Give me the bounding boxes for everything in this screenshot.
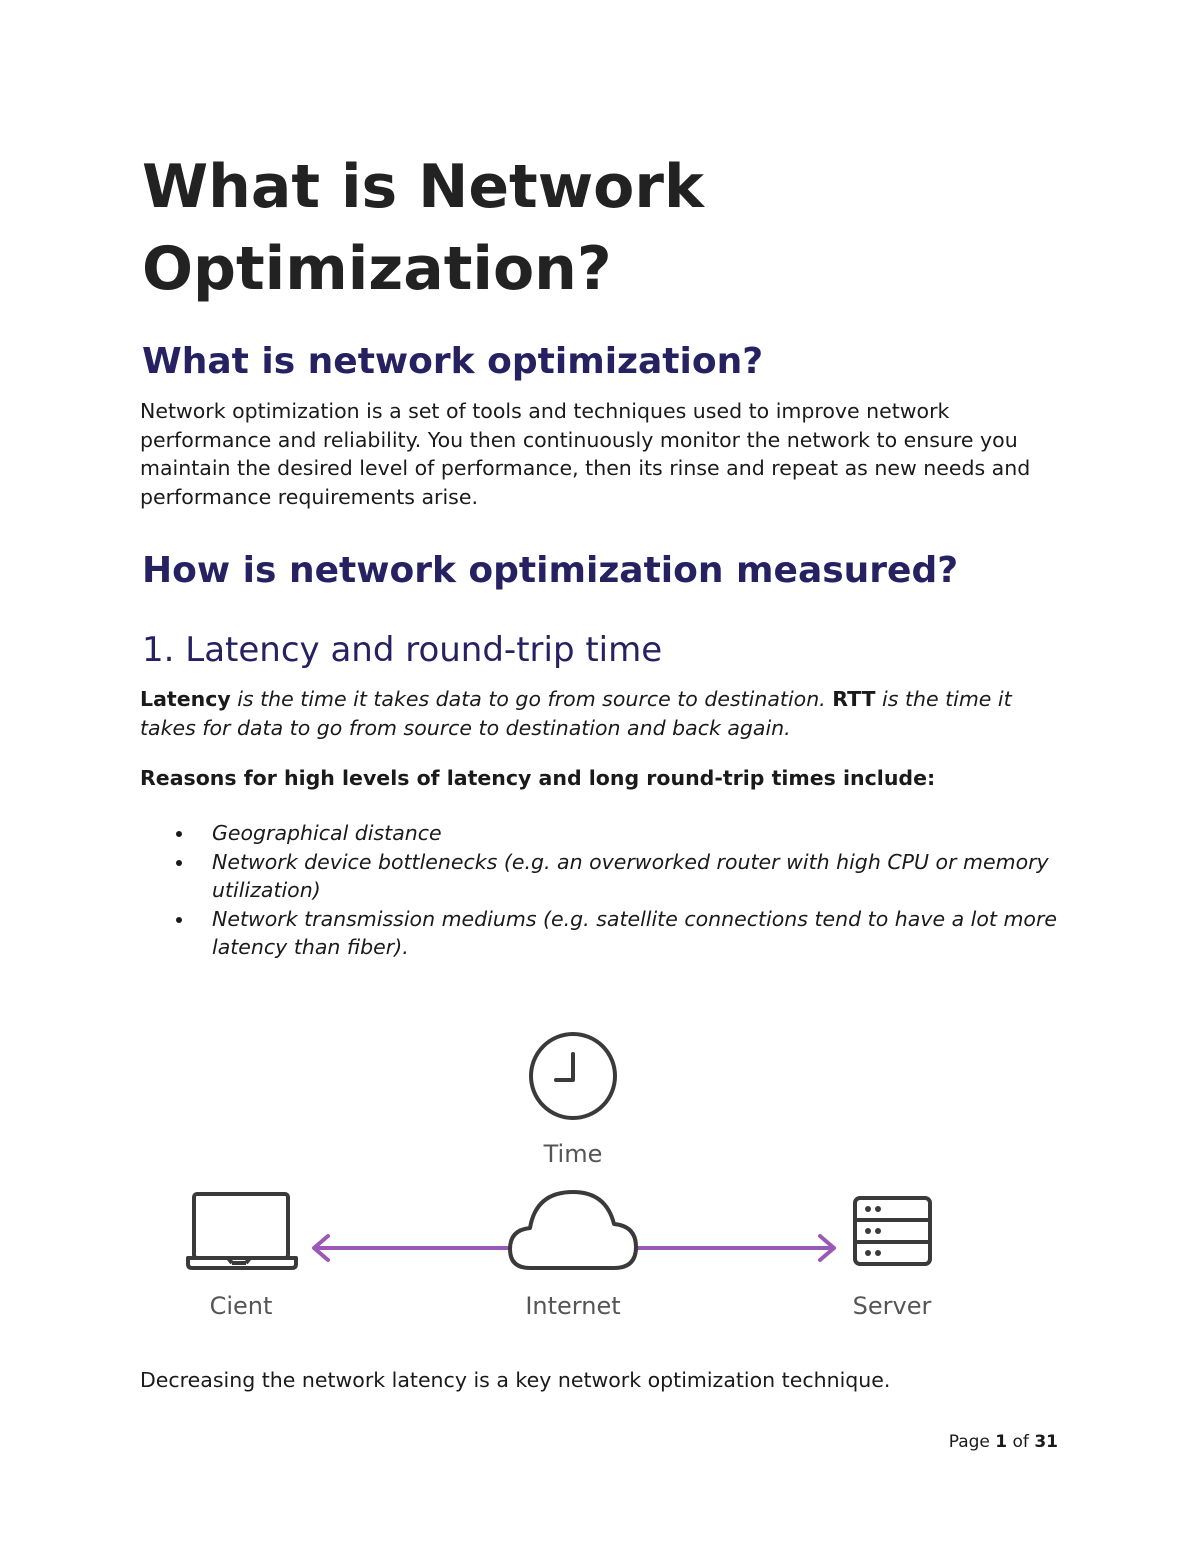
server-leds	[865, 1206, 881, 1256]
arrow-left	[314, 1236, 512, 1260]
arrow-right	[634, 1236, 834, 1260]
rtt-term: RTT	[832, 687, 876, 711]
reasons-list	[212, 819, 1072, 962]
clock-icon	[531, 1034, 615, 1118]
reasons-heading: Reasons for high levels of latency and long round-trip times include:	[140, 766, 936, 790]
client-label: Cient	[209, 1292, 273, 1320]
title-line-1: What is Network	[142, 152, 704, 222]
list-item-text: Network device bottlenecks (e.g. an overworked router with high CPU or memory utilization)	[212, 849, 1049, 903]
time-label: Time	[543, 1140, 603, 1168]
subheading-latency-rtt: 1. Latency and round-trip time	[142, 630, 663, 670]
page-number: 1	[995, 1432, 1008, 1452]
page-title	[142, 146, 1042, 310]
section-heading-what-is: What is network optimization?	[142, 341, 764, 382]
list-item	[212, 905, 1072, 962]
intro-paragraph: Network optimization is a set of tools and techniques used to improve network performance and reliability. You then continuously monitor the network to ensure you maintain the desired level of performance, then its rinse and repeat as new needs and performance requirements arise.	[140, 399, 1031, 509]
section-heading-how-measured: How is network optimization measured?	[142, 550, 959, 591]
page-word: Page	[948, 1432, 996, 1452]
latency-def: is the time it takes data to go from source to destination.	[230, 687, 833, 711]
total-pages: 31	[1034, 1432, 1058, 1452]
bullet-dot	[176, 860, 182, 866]
list-item	[212, 848, 1072, 905]
server-label: Server	[852, 1292, 932, 1320]
internet-label: Internet	[525, 1292, 621, 1320]
latency-definition	[140, 685, 1070, 742]
latency-term: Latency	[140, 687, 231, 711]
of-word: of	[1007, 1432, 1035, 1452]
laptop-icon	[188, 1194, 296, 1268]
server-icon	[855, 1198, 930, 1264]
page-footer	[949, 1432, 1058, 1452]
list-item-text: Geographical distance	[212, 821, 442, 845]
rtt-def: is the time it takes for data to go from source to destination and back again.	[140, 687, 1012, 740]
bullet-dot	[176, 917, 182, 923]
bullet-dot	[176, 831, 182, 837]
closing-paragraph: Decreasing the network latency is a key network optimization technique.	[140, 1368, 891, 1392]
cloud-icon	[510, 1192, 636, 1268]
list-item-text: Network transmission mediums (e.g. satellite connections tend to have a lot more latency than fiber).	[212, 906, 1058, 960]
list-item	[212, 819, 1072, 848]
title-line-2: Optimization?	[142, 234, 612, 304]
